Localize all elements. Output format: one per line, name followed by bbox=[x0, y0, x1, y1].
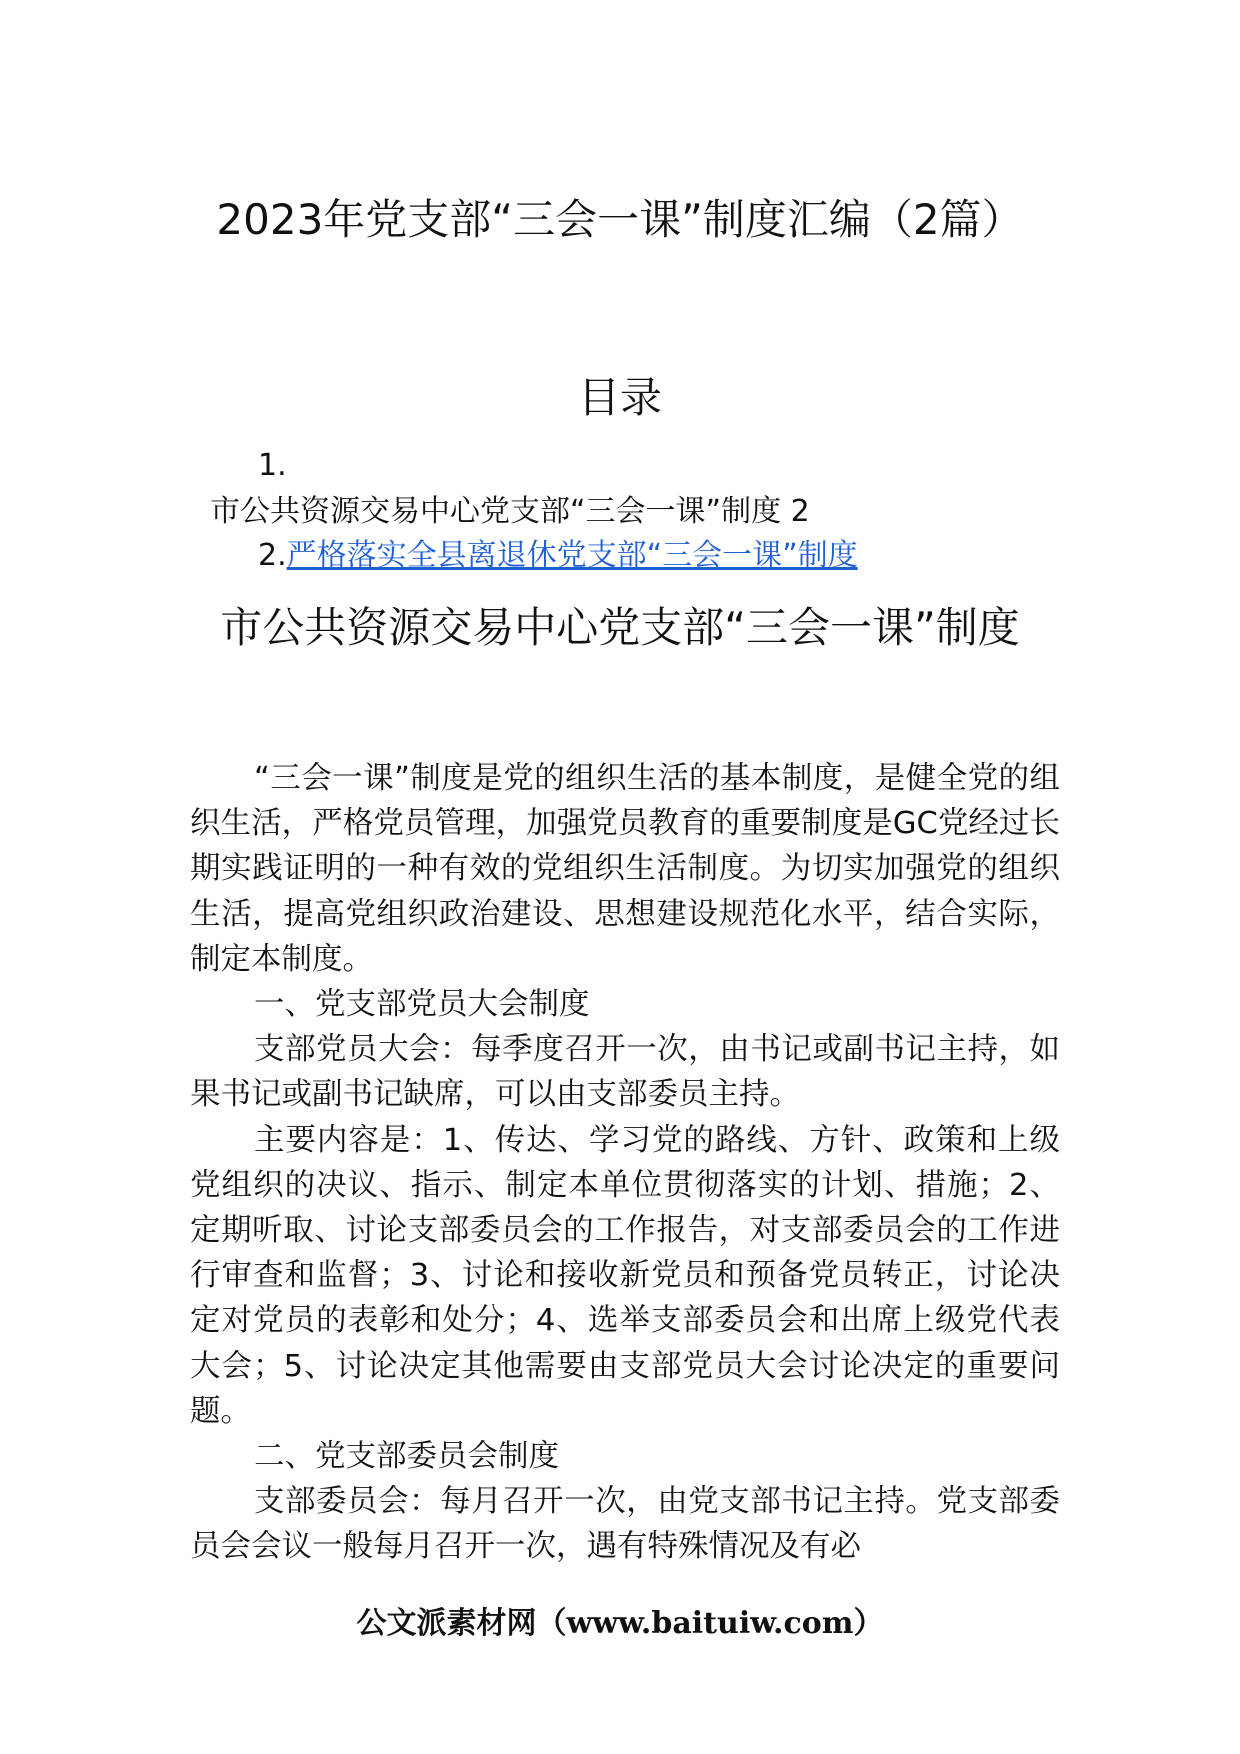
footer-watermark: 公文派素材网（www.baituiw.com） bbox=[356, 1606, 884, 1641]
document-title: 2023年党支部“三会一课”制度汇编（2篇） bbox=[216, 195, 1024, 244]
heading-party-congress: 一、党支部党员大会制度 bbox=[254, 987, 590, 1023]
paragraph-intro: “三会一课”制度是党的组织生活的基本制度，是健全党的组织生活，严格党员管理，加强党员教育的重要制度是GC党经过长期实践证明的一种有效的党组织生活制度。为切实加强党的组织生活，提高党组织政治建设、思想建设规范化水平，结合实际，制定本制度。 bbox=[190, 761, 1060, 977]
toc-item-1-number: 1. bbox=[258, 448, 287, 483]
section-title: 市公共资源交易中心党支部“三会一课”制度 bbox=[220, 603, 1020, 652]
paragraph-committee-schedule: 支部委员会：每月召开一次，由党支部书记主持。党支部委员会会议一般每月召开一次，遇有特殊情况及有必 bbox=[190, 1484, 1060, 1565]
toc-item-2-link[interactable]: 严格落实全县离退休党支部“三会一课”制度 bbox=[286, 538, 858, 573]
toc-heading: 目录 bbox=[577, 373, 662, 422]
heading-committee: 二、党支部委员会制度 bbox=[254, 1439, 559, 1475]
body-text bbox=[190, 756, 1060, 1570]
toc-item-2-number: 2. bbox=[258, 538, 287, 573]
toc-item-1-text[interactable]: 市公共资源交易中心党支部“三会一课”制度 2 bbox=[210, 494, 810, 529]
paragraph-congress-content: 主要内容是：1、传达、学习党的路线、方针、政策和上级党组织的决议、指示、制定本单位贯彻落实的计划、措施；2、定期听取、讨论支部委员会的工作报告，对支部委员会的工作进行审查和监督；3、讨论和接收新党员和预备党员转正，讨论决定对党员的表彰和处分；4、选举支部委员会和出席上级党代表大会；5、讨论决定其他需要由支部党员大会讨论决定的重要问题。 bbox=[190, 1122, 1060, 1429]
toc-item-2 bbox=[258, 534, 858, 578]
paragraph-congress-schedule: 支部党员大会：每季度召开一次，由书记或副书记主持，如果书记或副书记缺席，可以由支部委员主持。 bbox=[190, 1032, 1060, 1113]
